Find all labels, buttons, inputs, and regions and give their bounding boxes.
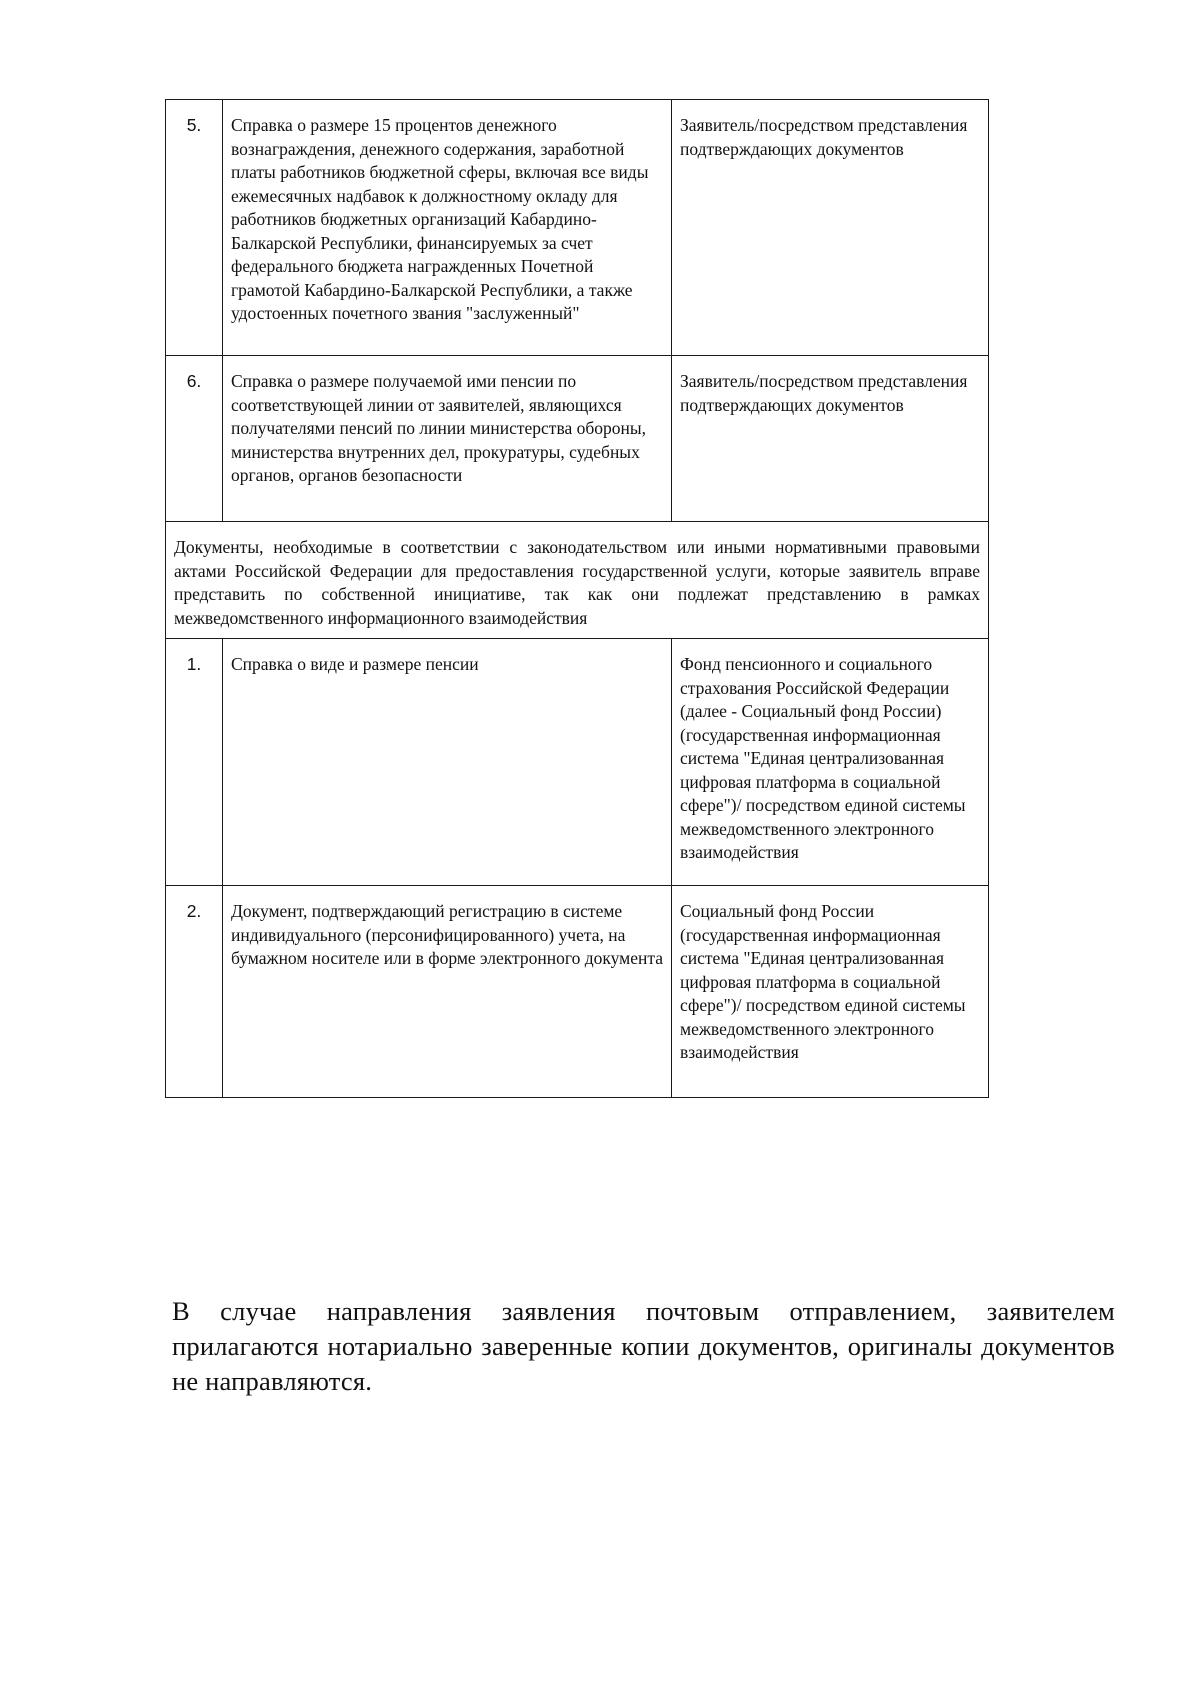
table-row xyxy=(166,356,989,522)
row-number: 6. xyxy=(166,356,223,522)
document-source: Заявитель/посредством представления подтверждающих документов xyxy=(672,100,989,356)
table-row xyxy=(166,639,989,886)
table-row xyxy=(166,100,989,356)
documents-table xyxy=(165,99,989,1098)
closing-paragraph: В случае направления заявления почтовым отправлением, заявителем прилагаются нотариально заверенные копии документов, оригиналы документов не направляются. xyxy=(172,1295,1115,1396)
document-source: Социальный фонд России (государственная информационная система "Единая централизованная цифровая платформа в социальной сфере")/ посредством единой системы межведомственного электронного взаимодействия xyxy=(672,886,989,1098)
row-number: 5. xyxy=(166,100,223,356)
section-heading-row xyxy=(166,522,989,639)
document-description: Справка о виде и размере пенсии xyxy=(223,639,672,886)
row-number: 2. xyxy=(166,886,223,1098)
document-source: Фонд пенсионного и социального страхования Российской Федерации (далее - Социальный фонд России) (государственная информационная система "Единая централизованная цифровая платформа в социальной сфере")/ посредством единой системы межведомственного электронного взаимодействия xyxy=(672,639,989,886)
row-number: 1. xyxy=(166,639,223,886)
document-source: Заявитель/посредством представления подтверждающих документов xyxy=(672,356,989,522)
section-heading: Документы, необходимые в соответствии с законодательством или иными нормативными правовыми актами Российской Федерации для предоставления государственной услуги, которые заявитель вправе представить по собственной инициативе, так как они подлежат представлению в рамках межведомственного информационного взаимодействия xyxy=(166,522,989,639)
document-description: Справка о размере 15 процентов денежного вознаграждения, денежного содержания, заработной платы работников бюджетной сферы, включая все виды ежемесячных надбавок к должностному окладу для работников бюджетных организаций Кабардино-Балкарской Республики, финансируемых за счет федерального бюджета награжденных Почетной грамотой Кабардино-Балкарской Республики, а также удостоенных почетного звания "заслуженный" xyxy=(223,100,672,356)
document-description: Документ, подтверждающий регистрацию в системе индивидуального (персонифицированного) учета, на бумажном носителе или в форме электронного документа xyxy=(223,886,672,1098)
table-row xyxy=(166,886,989,1098)
document-description: Справка о размере получаемой ими пенсии по соответствующей линии от заявителей, являющихся получателями пенсий по линии министерства обороны, министерства внутренних дел, прокуратуры, судебных органов, органов безопасности xyxy=(223,356,672,522)
